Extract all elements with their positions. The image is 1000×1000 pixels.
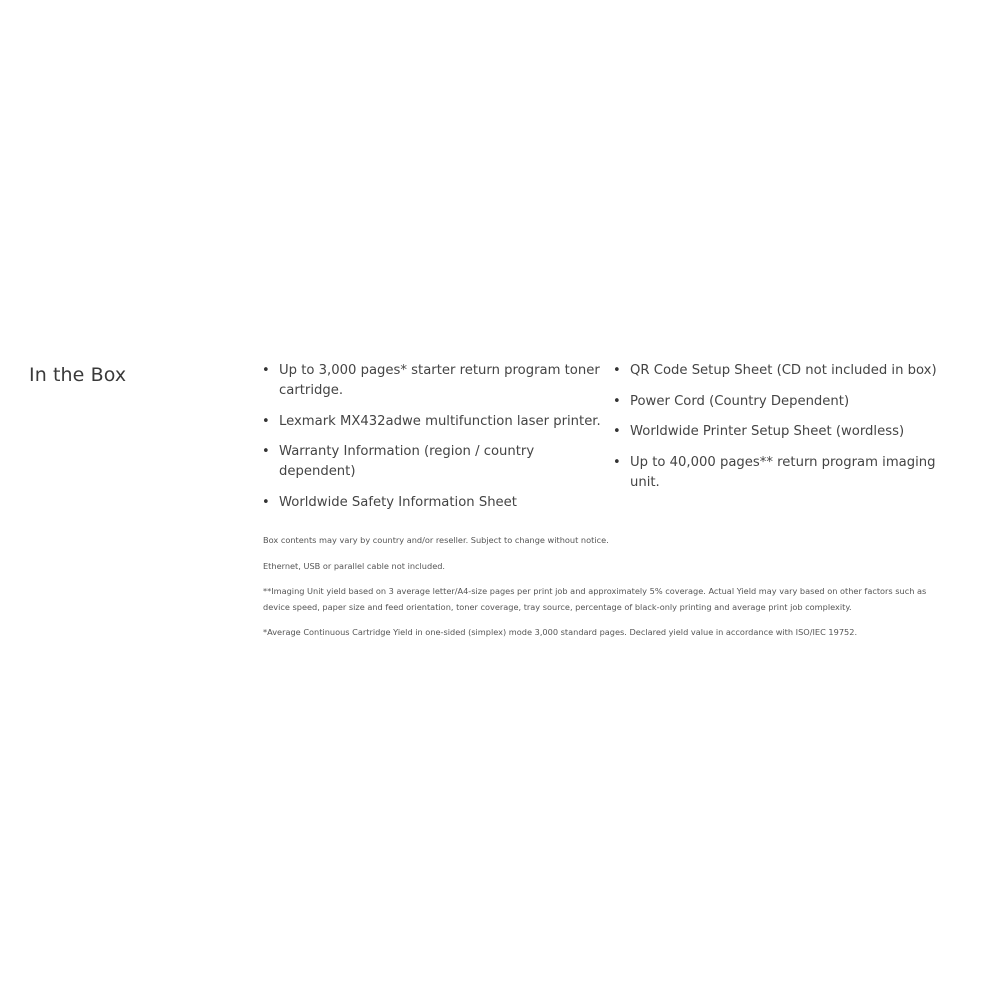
footnote-cartridge-yield: *Average Continuous Cartridge Yield in one-sided (simplex) mode 3,000 standard pages. Declared yield value in accordance with ISO/IEC 19752. <box>263 627 858 637</box>
list-item <box>262 442 607 482</box>
bullet-icon: • <box>262 413 270 429</box>
list-item-text: Lexmark MX432adwe multifunction laser printer. <box>279 413 601 429</box>
list-item-text: Up to 40,000 pages** return program imaging unit. <box>630 454 936 490</box>
section-title: In the Box <box>29 364 127 386</box>
bullet-icon: • <box>613 454 621 470</box>
list-item <box>613 392 953 412</box>
list-item <box>613 422 953 442</box>
bullet-icon: • <box>262 363 270 378</box>
footnote-cable: Ethernet, USB or parallel cable not included. <box>263 560 446 571</box>
list-item <box>262 361 607 401</box>
box-contents-list-left <box>262 361 607 523</box>
list-item-text: QR Code Setup Sheet (CD not included in box) <box>630 363 937 378</box>
list-item-text: Up to 3,000 pages* starter return program toner cartridge. <box>279 363 600 398</box>
bullet-icon: • <box>262 494 270 510</box>
bullet-icon: • <box>613 393 621 409</box>
list-item-text: Power Cord (Country Dependent) <box>630 393 850 409</box>
list-item-text: Warranty Information (region / country dependent) <box>279 444 535 479</box>
footnote-imaging-unit-yield: **Imaging Unit yield based on 3 average letter/A4-size pages per print job and approximately 5% coverage. Actual Yield may vary based on other factors such as device speed, paper size and feed orientation, toner coverage, tray source, percentage of black-only printing and average print job complexity. <box>263 586 927 612</box>
list-item <box>613 453 953 493</box>
list-item <box>262 493 607 513</box>
list-item <box>262 412 607 432</box>
bullet-icon: • <box>613 424 621 439</box>
box-contents-list-right <box>613 361 953 503</box>
footnote-contents-disclaimer: Box contents may vary by country and/or reseller. Subject to change without notice. <box>263 535 609 545</box>
bullet-icon: • <box>613 363 621 378</box>
footnotes <box>263 533 938 651</box>
list-item-text: Worldwide Printer Setup Sheet (wordless) <box>630 424 905 439</box>
bullet-icon: • <box>262 444 270 459</box>
list-item <box>613 361 953 381</box>
list-item-text: Worldwide Safety Information Sheet <box>279 494 517 510</box>
